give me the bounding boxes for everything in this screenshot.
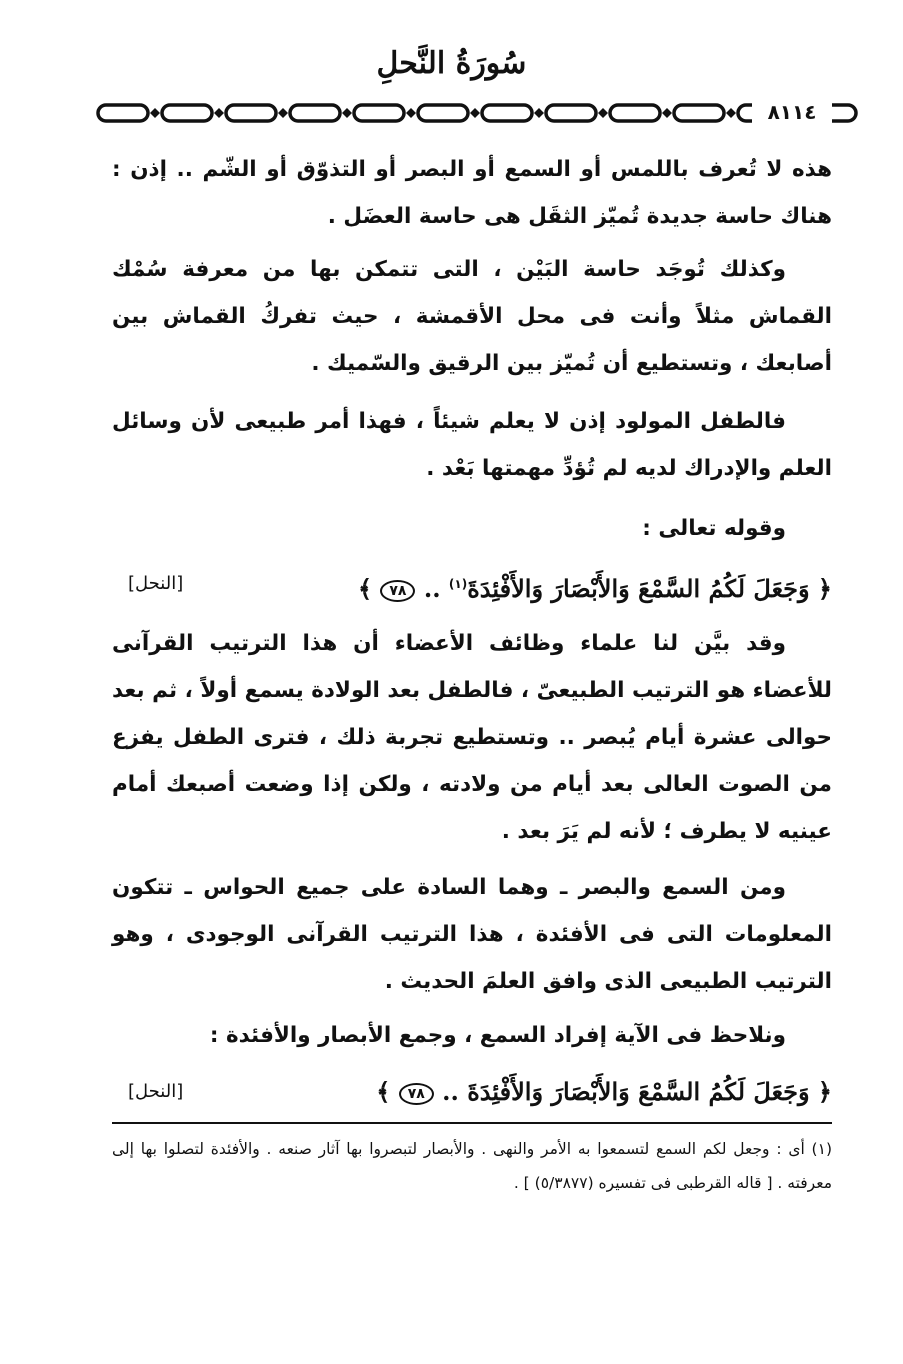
footnote-marker: (١) [448, 577, 468, 591]
footnote-divider [112, 1122, 832, 1124]
quran-verse-1 [112, 560, 832, 610]
paragraph-2: وكذلك تُوجَد حاسة البَيْن ، التى تتمكن بها من معرفة سُمْك القماش مثلاً وأنت فى محل الأقمشة ، حيث تفركُ القماش بين أصابعك ، وتستطيع أن تُميّز بين الرقيق والسّميك . [112, 257, 832, 376]
verse-reference: [النحل] [128, 1081, 184, 1102]
surah-title: سُورَةُ النَّحلِ [376, 46, 527, 81]
footnote: (١) أى : وجعل لكم السمع لتسمعوا به الأمر والنهى . والأبصار لتبصروا بها آثار صنعه . والأفئدة لتصلوا بها إلى معرفته . [ قاله القرطبى فى تفسيره (٥/٣٨٧٧) ] . [112, 1140, 832, 1192]
verse-text [376, 1068, 832, 1116]
paragraph-5: وقد بيَّن لنا علماء وظائف الأعضاء أن هذا الترتيب القرآنى للأعضاء هو الترتيب الطبيعىّ ، فالطفل بعد الولادة يسمع أولاً ، ثم بعد حوالى عشرة أيام يُبصر .. وتستطيع تجربة ذلك ، فترى الطفل يفزع من الصوت العالى بعد أيام من ولادته ، ولكن إذا وضعت أصبعك أمام عينيه لا يطرف ؛ لأنه لم يَرَ بعد . [112, 631, 832, 844]
ayah-number-badge: ٧٨ [399, 1083, 434, 1105]
verse-close-bracket: ﴾ [376, 1077, 391, 1106]
paragraph-1: هذه لا تُعرف باللمس أو السمع أو البصر أو التذوّق أو الشّم .. إذن : هناك حاسة جديدة تُميّز الثقَل هى حاسة العضَل . [112, 157, 832, 229]
quran-verse-2 [112, 1068, 832, 1118]
verse-text [358, 560, 832, 613]
paragraph-7: ونلاحظ فى الآية إفراد السمع ، وجمع الأبصار والأفئدة : [209, 1023, 786, 1048]
verse-dots: .. [442, 1077, 459, 1106]
verse-reference: [النحل] [128, 573, 184, 594]
page-number: ٨١١٤ [752, 97, 832, 127]
paragraph-3: فالطفل المولود إذن لا يعلم شيئاً ، فهذا أمر طبيعى لأن وسائل العلم والإدراك لديه لم تُؤدِّ مهمتها بَعْد . [112, 409, 832, 481]
ornament-border [96, 98, 860, 128]
verse-words: ﴿ وَجَعَلَ لَكُمُ السَّمْعَ وَالأَبْصَارَ وَالأَفْئِدَةَ [467, 574, 832, 603]
paragraph-6: ومن السمع والبصر ـ وهما السادة على جميع الحواس ـ تتكون المعلومات التى فى الأفئدة ، هذا الترتيب القرآنى الوجودى ، وهو الترتيب الطبيعى الذى وافق العلمَ الحديث . [112, 875, 832, 994]
verse-words: ﴿ وَجَعَلَ لَكُمُ السَّمْعَ وَالأَبْصَارَ وَالأَفْئِدَةَ [467, 1077, 832, 1106]
ayah-number-badge: ٧٨ [380, 580, 415, 602]
paragraph-4: وقوله تعالى : [642, 516, 786, 541]
verse-close-bracket: ﴾ [357, 574, 373, 603]
verse-dots: .. [423, 574, 441, 603]
